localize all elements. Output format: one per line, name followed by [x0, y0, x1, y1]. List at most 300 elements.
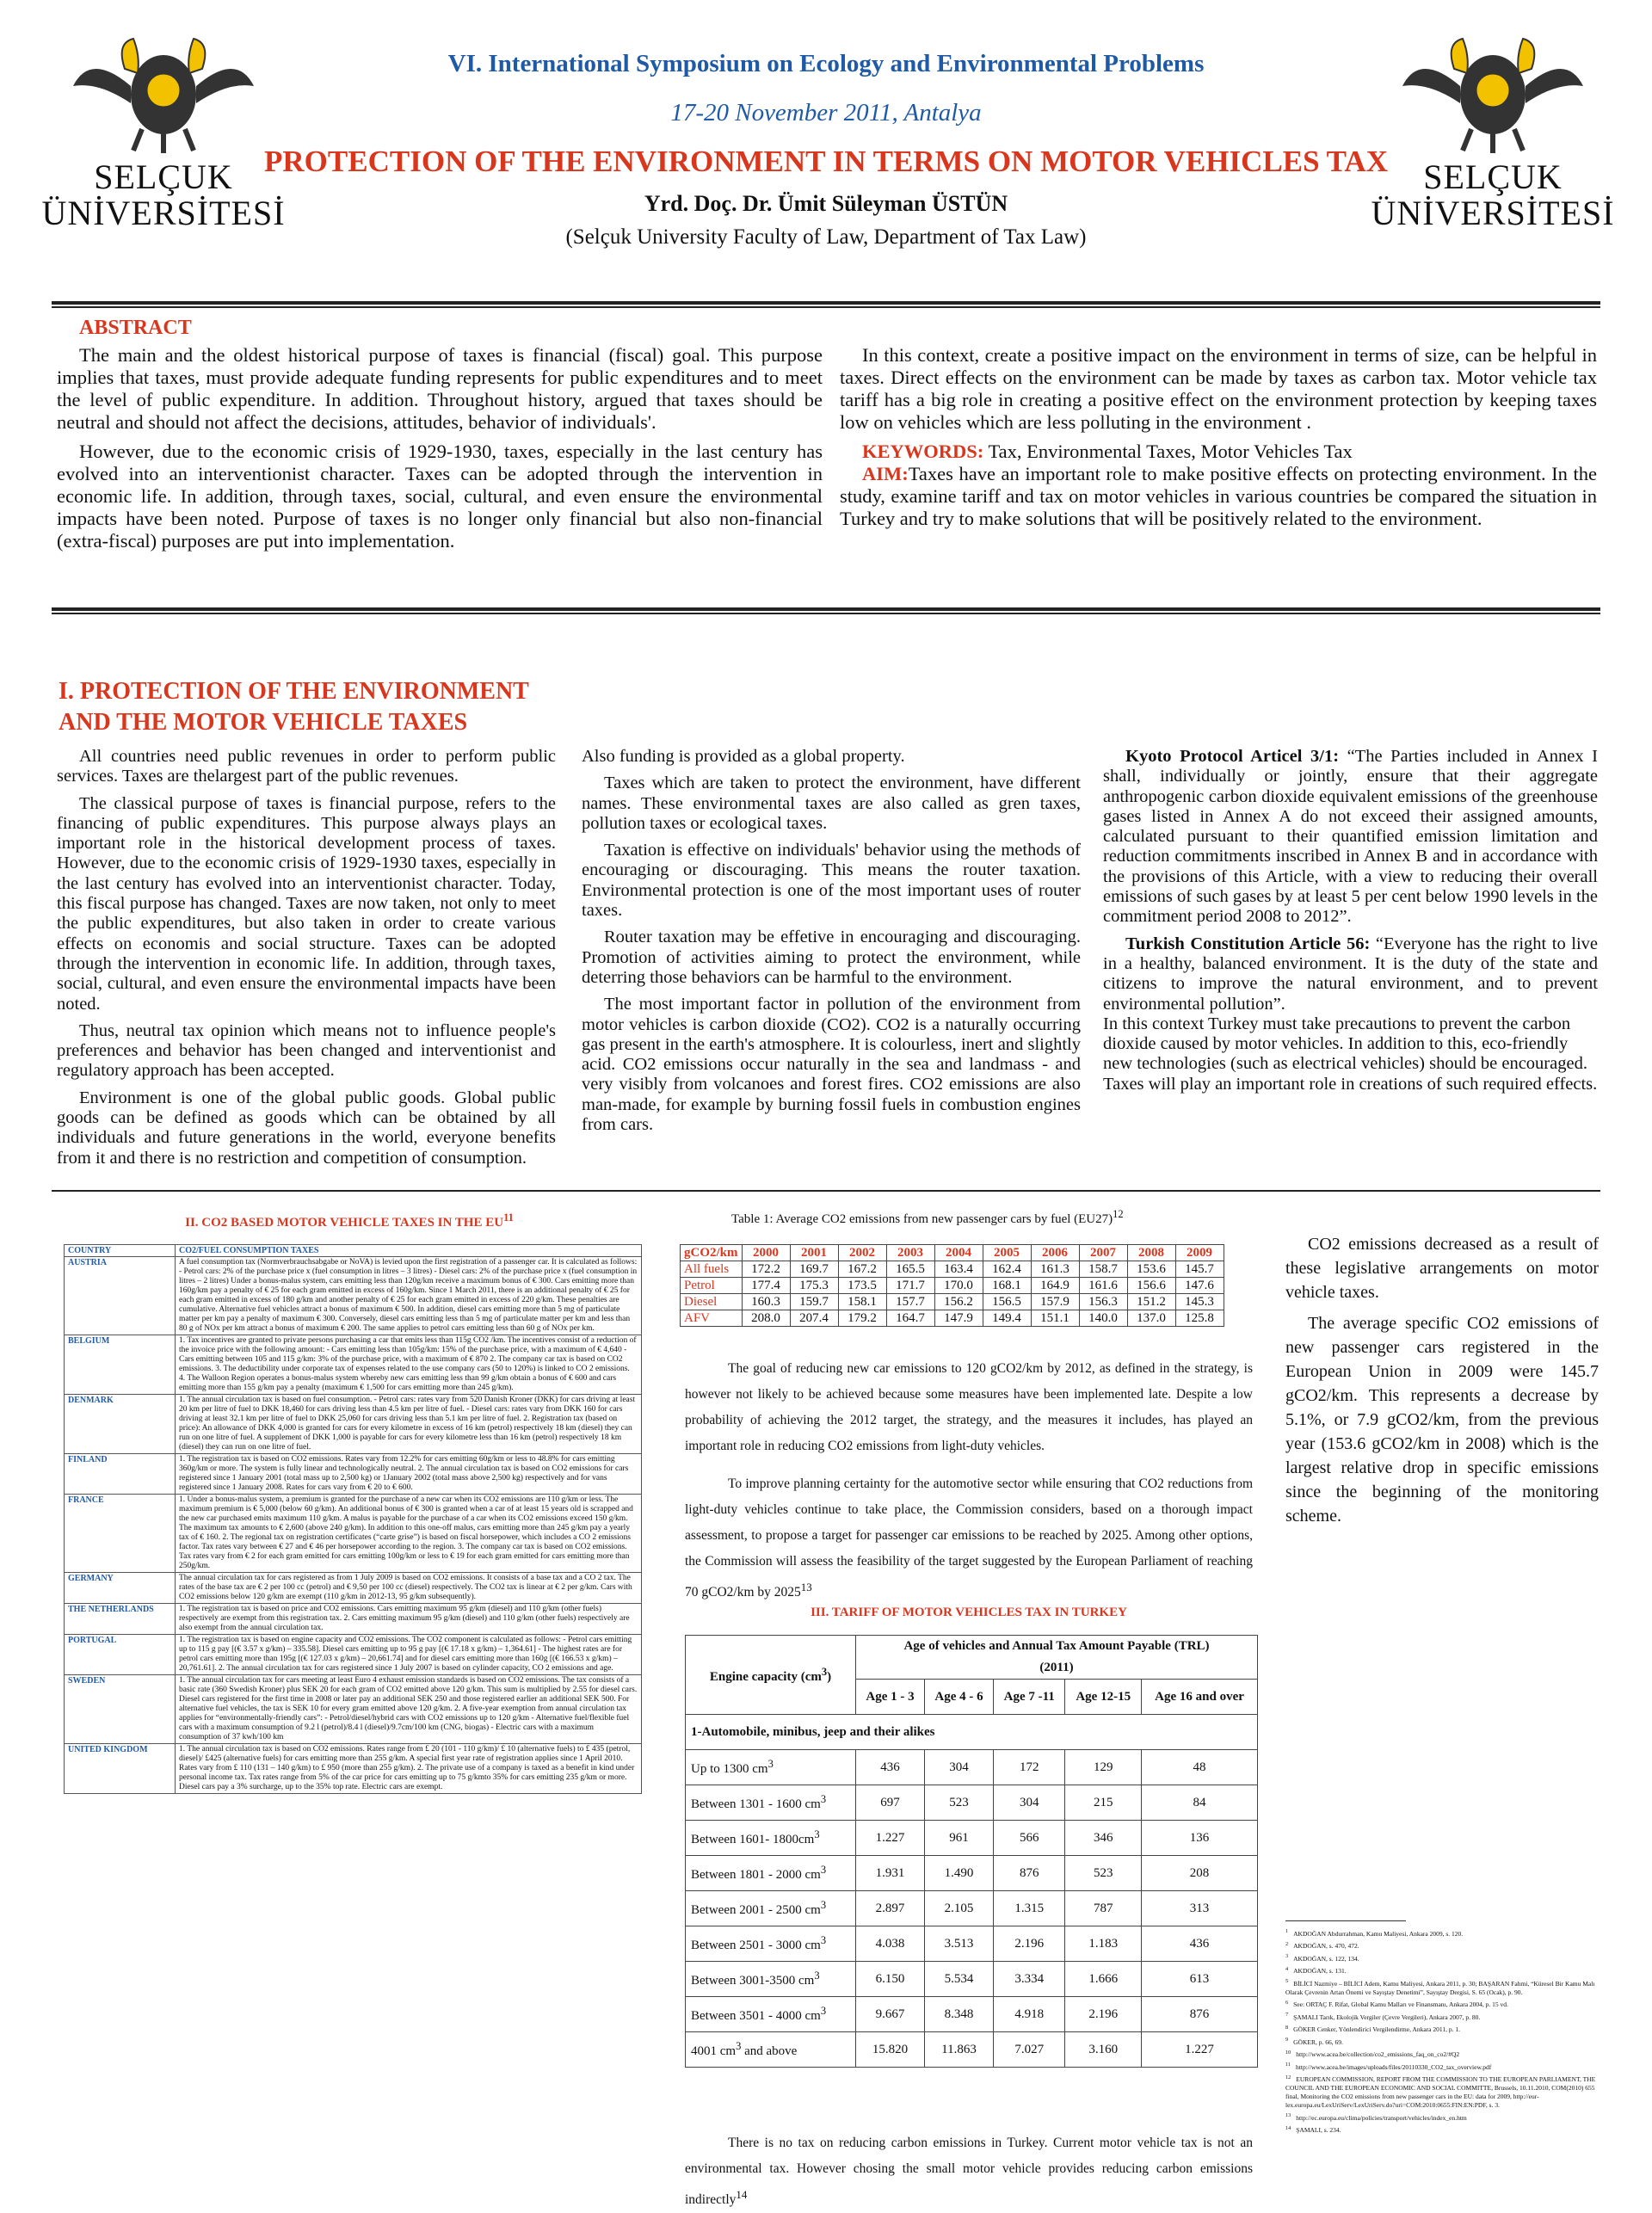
table-row: [681, 1310, 1224, 1327]
engine-range-text: Between 3501 - 4000 cm: [691, 2009, 821, 2023]
footnote: [1285, 1952, 1599, 1963]
table-row: [65, 1744, 642, 1794]
constitution-text: “Everyone has the right to live in a healthy, balanced environment. It is the duty of the state and citizens to improve the natural environment, and to prevent environmental pollution”.: [1103, 934, 1599, 1014]
table-row: [686, 1750, 1258, 1785]
abstract-paragraph: However, due to the economic crisis of 1929-1930, taxes, especially in the last century has evolved into an interventionist character. Taxes can be adopted through the intervention in economic life. In addition, through taxes, social, cultural, and even ensure the environmental impacts have been noted. Purpose of taxes is no longer only financial but also non-financial (extra-fiscal) purposes are put into implementation.: [57, 441, 823, 552]
tax-amount: 346: [1065, 1821, 1142, 1856]
tax-amount: 8.348: [925, 1997, 994, 2032]
footnote-number: 4: [1285, 1965, 1289, 1972]
engine-range-suffix: and above: [741, 2044, 798, 2058]
category-row: 1-Automobile, minibus, jeep and their alikes: [686, 1715, 1258, 1750]
tax-description-cell: 1. The registration tax is based on engine capacity and CO2 emissions. The CO2 component is calculated as follows: - Petrol cars emitting up to 115 g pay [(€ 3.57 x g/km) – 335.58]. Diesel cars emitting up to 95 g pay [(€ 17.18 x g/km) – 1,364.61] - The highest rates are for petrol cars emitting more than 195g [(€ 127.03 x g/km) – 20,661.74] and for diesel cars emitting more than 160g [(€ 166.53 x g/km) – 20,761.61]. 2. The annual circulation tax for cars registered since 1 July 2007 is based on cylinder capacity, CO 2 emissions and age.: [176, 1635, 642, 1675]
footnote: [1285, 1940, 1599, 1951]
country-cell: FINLAND: [65, 1454, 176, 1495]
emission-value: 149.4: [983, 1310, 1031, 1327]
emission-value: 145.7: [1175, 1261, 1224, 1278]
section1-column3: [1103, 747, 1598, 1101]
paragraph: Taxes which are taken to protect the environment, have different names. These environmental taxes are also called as gren taxes, pollution taxes or ecological taxes.: [582, 774, 1081, 833]
paragraph: CO2 emissions decreased as a result of these legislative arrangements on motor vehicle taxes.: [1285, 1235, 1599, 1302]
co2-table: [680, 1244, 1224, 1327]
fuel-label: AFV: [681, 1310, 743, 1327]
emission-value: 156.2: [934, 1294, 983, 1310]
corner-cell: gCO2/km: [681, 1245, 743, 1261]
emission-value: 147.9: [934, 1310, 983, 1327]
year-header: 2003: [886, 1245, 934, 1261]
tax-amount: 15.820: [856, 2032, 925, 2068]
tariff-year: (2011): [1039, 1661, 1074, 1674]
year-header: 2006: [1031, 1245, 1079, 1261]
paragraph: The goal of reducing new car emissions to 120 gCO2/km by 2012, as defined in the strategy, is however not likely to be achieved because some measures have been implemented late. Despite a low probability of achieving the 2012 target, the strategy, and the measures it includes, has played an important role in reducing CO2 emissions from light-duty vehicles.: [685, 1361, 1253, 1453]
year-header: 2002: [838, 1245, 886, 1261]
tax-amount: 787: [1065, 1891, 1142, 1926]
abstract-paragraph: In this context, create a positive impact on the environment in terms of size, can be helpful in taxes. Direct effects on the environment can be made by taxes as carbon tax. Motor vehicle tax tariff has a big role in creating a positive effect on the environment protection by keeping taxes low on vehicles which are less polluting in the environment .: [840, 344, 1597, 433]
tax-amount: 1.931: [856, 1856, 925, 1891]
tax-amount: 7.027: [994, 2032, 1065, 2068]
tax-amount: 1.227: [856, 1821, 925, 1856]
section1-title-line: I. PROTECTION OF THE ENVIRONMENT: [59, 678, 529, 705]
tax-amount: 313: [1142, 1891, 1258, 1926]
emission-value: 158.1: [838, 1294, 886, 1310]
author: Yrd. Doç. Dr. Ümit Süleyman ÜSTÜN: [644, 191, 1008, 216]
engine-range: [686, 1997, 856, 2032]
table-row: [686, 1997, 1258, 2032]
table-row: [65, 1675, 642, 1744]
footnote-text: EUROPEAN COMMISSION, REPORT FROM THE COMMISSION TO THE EUROPEAN PARLIAMENT, THE COUNCIL AND THE EUROPEAN ECONOMIC AND SOCIAL COMMITTE, Brussels, 10.11.2010, COM(2010) 655 final, Monitoring the CO2 emissions from new passenger cars in the EU: data for 2009, http://eur-lex.europa.eu/LexUriServ/LexUriServ.do?uri=COM:2010:0655:FIN:EN:PDF, s. 3.: [1285, 2075, 1596, 2109]
column-header: CO2/FUEL CONSUMPTION TAXES: [176, 1245, 642, 1257]
emission-value: 125.8: [1175, 1310, 1224, 1327]
country-cell: THE NETHERLANDS: [65, 1604, 176, 1635]
country-cell: PORTUGAL: [65, 1635, 176, 1675]
section1-title-line: AND THE MOTOR VEHICLE TAXES: [59, 709, 468, 736]
kyoto-text: “The Parties included in Annex I shall, individually or jointly, ensure that their aggregate anthropogenic carbon dioxide equivalent emissions of the greenhouse gases listed in Annex A do not exceed their assigned amounts, calculated pursuant to their quantified emission limitation and reduction commitments inscribed in Annex B and in accordance with the provisions of this Article, with a view to reducing their overall emissions of such gases by at least 5 per cent below 1990 levels in the commitment period 2008 to 2012”.: [1103, 747, 1599, 927]
footnote-text: BİLİCİ Nazmiye – BİLİCİ Adem, Kamu Maliyesi, Ankara 2011, p. 30; BAŞARAN Fahmi, “Küresel Bir Kamu Malı Olarak Çevrenin Artan Önemi ve Sayıştay Denetimi”, Sayıştay Dergisi, S. 65 (Ocak), p. 90.: [1285, 1979, 1595, 1996]
table-row: [686, 1926, 1258, 1962]
engine-range: [686, 1962, 856, 1997]
tax-amount: 3.160: [1065, 2032, 1142, 2068]
paragraph: All countries need public revenues in order to perform public services. Taxes are thelargest part of the public revenues.: [57, 747, 556, 786]
symposium-date: 17-20 November 2011, Antalya: [670, 99, 982, 126]
tariff-table: [685, 1635, 1258, 2068]
footnote-ref: 11: [503, 1211, 514, 1224]
emission-value: 165.5: [886, 1261, 934, 1278]
footnote: [1285, 2061, 1599, 2072]
tax-amount: 136: [1142, 1821, 1258, 1856]
tax-description-cell: 1. The registration tax is based on price and CO2 emissions. Cars emitting maximum 95 g/km (diesel) and 110 g/km (other fuels) respectively are exempt from this registration tax. 2. Cars emitting maximum 95 g/km (diesel) and 110 g/km (other fuels) respectively are also exempt from the annual circulation tax.: [176, 1604, 642, 1635]
tax-amount: 6.150: [856, 1962, 925, 1997]
table-row: [686, 2032, 1258, 2068]
engine-header-text: Engine capacity (cm: [709, 1669, 822, 1684]
emission-value: 140.0: [1079, 1310, 1127, 1327]
divider: [52, 301, 1600, 305]
table-row: [65, 1335, 642, 1395]
emission-value: 175.3: [790, 1278, 838, 1294]
turkey-text: [685, 2130, 1253, 2213]
superscript: 3: [820, 2005, 827, 2017]
footnote-text: ŞAMALI Tarık, Ekolojik Vergiler (Çevre Vergileri), Ankara 2007, p. 80.: [1293, 2013, 1481, 2021]
emission-value: 153.6: [1127, 1261, 1175, 1278]
paragraph: The most important factor in pollution of the environment from motor vehicles is carbon dioxide (CO2). CO2 is a naturally occurring gas present in the earth's atmosphere. It is colourless, inert and slightly acid. CO2 emissions occur naturally in the sea and landmass - and very visibly from volcanoes and forest fires. CO2 emissions are also man-made, for example by burning fossil fuels in combustion engines from cars.: [582, 995, 1081, 1135]
tax-amount: 1.490: [925, 1856, 994, 1891]
tax-amount: 3.334: [994, 1962, 1065, 1997]
table1-caption: [731, 1208, 1124, 1227]
tax-amount: 2.897: [856, 1891, 925, 1926]
footnote-number: 5: [1285, 1978, 1289, 1984]
tax-amount: 697: [856, 1785, 925, 1821]
divider: [52, 1190, 1600, 1192]
year-header: 2008: [1127, 1245, 1175, 1261]
emission-value: 157.9: [1031, 1294, 1079, 1310]
tax-amount: 304: [994, 1785, 1065, 1821]
footnote: [1285, 2111, 1599, 2123]
emission-value: 172.2: [742, 1261, 790, 1278]
paragraph: Environment is one of the global public goods. Global public goods can be defined as goods which can be obtained by all individuals and future generations in the world, everyone benefits from it and there is no restriction and competition of consumption.: [57, 1088, 556, 1168]
paragraph: The average specific CO2 emissions of new passenger cars registered in the European Union in 2009 were 145.7 gCO2/km. This represents a decrease by 5.1%, or 7.9 gCO2/km, from the previous year (153.6 gCO2/km in 2008) which is the largest relative drop in specific emissions since the beginning of the monitoring scheme.: [1285, 1314, 1599, 1526]
table-row: [686, 1891, 1258, 1926]
table-row: [681, 1294, 1224, 1310]
emission-value: 177.4: [742, 1278, 790, 1294]
tax-amount: 9.667: [856, 1997, 925, 2032]
country-cell: SWEDEN: [65, 1675, 176, 1744]
keywords-label: KEYWORDS:: [862, 441, 984, 462]
tax-amount: 11.863: [925, 2032, 994, 2068]
emission-value: 163.4: [934, 1261, 983, 1278]
footnote-number: 6: [1285, 1999, 1289, 2006]
affiliation: (Selçuk University Faculty of Law, Department of Tax Law): [565, 225, 1087, 249]
engine-range: [686, 1821, 856, 1856]
logo-line1: SELÇUK: [94, 157, 233, 196]
tax-amount: 5.534: [925, 1962, 994, 1997]
tax-amount: 84: [1142, 1785, 1258, 1821]
tax-amount: 48: [1142, 1750, 1258, 1785]
superscript: 3: [820, 1899, 827, 1911]
tax-description-cell: The annual circulation tax for cars registered as from 1 July 2009 is based on CO2 emissions. It consists of a base tax and a CO 2 tax. The rates of the base tax are € 2 per 100 cc (petrol) and € 9,50 per 100 cc (diesel) respectively. The CO2 tax is linear at € 2 per g/km. Cars with CO2 emissions below 120 g/km are exempt (110 g/km in 2012-13, 95 g/km subsequently).: [176, 1573, 642, 1604]
table1-caption-text: Table 1: Average CO2 emissions from new passenger cars by fuel (EU27): [731, 1212, 1113, 1226]
tax-amount: 304: [925, 1750, 994, 1785]
engine-range: [686, 1891, 856, 1926]
middle-text: [685, 1356, 1253, 1606]
superscript: 3: [736, 2040, 742, 2052]
footnote-number: 11: [1285, 2062, 1291, 2068]
tax-description-cell: 1. Under a bonus-malus system, a premium is granted for the purchase of a new car when its CO2 emissions are 110 g/km or less. The maximum premium is € 5,000 (below 60 g/km). An additional bonus of € 300 is granted when a car of at least 15 years old is scrapped and the new car purchased emits maximum 110 g/km. A malus is payable for the purchase of a car when its CO2 emissions exceed 150 g/km. The maximum tax amounts to € 2,600 (above 240 g/km). In addition to this one-off malus, cars emitting more than 245 g/km pay a yearly tax of € 160. 2. The regional tax on registration certificates (“carte grise”) is based on fiscal horsepower, which includes a CO 2 emissions factor. Tax rates vary between € 27 and € 46 per horsepower according to the region. 3. The company car tax is based on CO2 emissions. Tax rates vary from € 2 for each gram emitted for cars emitting 100g/km or less to € 19 for each gram emitted for cars emitting more than 250g/km.: [176, 1495, 642, 1573]
table-row: [65, 1495, 642, 1573]
footnote: [1285, 1927, 1599, 1939]
emission-value: 147.6: [1175, 1278, 1224, 1294]
emission-value: 207.4: [790, 1310, 838, 1327]
fuel-label: Diesel: [681, 1294, 743, 1310]
year-header: 2007: [1079, 1245, 1127, 1261]
year-header: 2000: [742, 1245, 790, 1261]
emission-value: 157.7: [886, 1294, 934, 1310]
age-group-header: [856, 1636, 1258, 1680]
tax-amount: 215: [1065, 1785, 1142, 1821]
logo-line2: ÜNİVERSİTESİ: [41, 194, 286, 232]
table-row: [681, 1278, 1224, 1294]
tax-amount: 3.513: [925, 1926, 994, 1962]
emission-value: 162.4: [983, 1261, 1031, 1278]
paragraph: Taxation is effective on individuals' behavior using the methods of encouraging or discouraging. This means the router taxation. Environmental protection is one of the most important uses of router taxes.: [582, 841, 1081, 921]
tax-description-cell: A fuel consumption tax (Normverbrauchsabgabe or NoVA) is levied upon the first registration of a passenger car. It is calculated as follows: - Petrol cars: 2% of the purchase price x (fuel consumption in litres – 3 litres) - Diesel cars: 2% of the purchase price x (fuel consumption in litres – 2 litres) Under a bonus-malus system, cars emitting less than 120g/km receive a maximum bonus of € 300. Cars emitting more than 160g/km pay a penalty of € 25 for each gram emitted in excess of 160g/km. Since 1 March 2011, there is an additional penalty of € 25 for each gram emitted in excess of 180 g/km and another penalty of € 25 for each gram emitted in excess of 220 g/km. These penalties are cumulative. Alternative fuel vehicles attract a bonus of maximum € 500. In addition, diesel cars emitting more than 5 mg of particulate matter per km pay a penalty of maximum € 300. Conversely, diesel cars emitting less than 5 mg of particulate matter per km and less than 80 g of NOx per km attract a bonus of maximum € 200. The same applies to petrol cars emitting less than 60 g of NOx per km.: [176, 1257, 642, 1335]
table-row: [686, 1962, 1258, 1997]
divider: [52, 306, 1600, 308]
tax-amount: 961: [925, 1821, 994, 1856]
emission-value: 156.5: [983, 1294, 1031, 1310]
tax-amount: 172: [994, 1750, 1065, 1785]
aim-label: AIM:: [862, 463, 909, 484]
kyoto-paragraph: [1103, 747, 1598, 928]
superscript: 3: [814, 1970, 820, 1982]
tax-amount: 4.038: [856, 1926, 925, 1962]
footnote: [1285, 1965, 1599, 1976]
emission-value: 171.7: [886, 1278, 934, 1294]
paragraph-text: There is no tax on reducing carbon emissions in Turkey. Current motor vehicle tax is not an environmental tax. However chosing the small motor vehicle provides reducing carbon emissions indirectly: [685, 2136, 1253, 2208]
emission-value: 160.3: [742, 1294, 790, 1310]
footnote-ref: 14: [736, 2188, 748, 2201]
footnote-text: AKDOĞAN Abdurrahman, Kamu Maliyesi, Ankara 2009, s. 120.: [1293, 1929, 1464, 1938]
engine-range: [686, 1856, 856, 1891]
tax-description-cell: 1. The annual circulation tax for cars meeting at least Euro 4 exhaust emission standards is based on CO2 emissions. The tax consists of a basic rate (360 Swedish Kroner) plus SEK 20 for each gram of CO2 emitted above 120 g/km. This sum is multiplied by 2.55 for diesel cars. Diesel cars registered for the first time in 2008 or later pay an additional SEK 250 and those registered earlier an additional SEK 500. For alternative fuel vehicles, the tax is SEK 10 for every gram emitted above 120 g/km. 2. A five-year exemption from annual circulation tax applies for “environmentally-friendly cars”: - Petrol/diesel/hybrid cars with CO2 emissions up to 120 g/km - Alternative fuel/flexible fuel cars with a maximum consumption of 9.2 l (petrol)/8.4 l (diesel)/9.7cm/100 km (CNG, biogas) - Electric cars with a maximum consumption of 37 kwh/100 km: [176, 1675, 642, 1744]
superscript: 3: [820, 1934, 827, 1946]
abstract-heading: ABSTRACT: [79, 317, 192, 339]
eu-tax-table: [64, 1244, 642, 1794]
tax-amount: 876: [994, 1856, 1065, 1891]
tax-amount: 2.196: [994, 1926, 1065, 1962]
table-row: [686, 1785, 1258, 1821]
abstract-left: [57, 344, 823, 559]
tariff-title: III. TARIFF OF MOTOR VEHICLES TAX IN TURKEY: [811, 1606, 1127, 1619]
country-cell: GERMANY: [65, 1573, 176, 1604]
emission-value: 159.7: [790, 1294, 838, 1310]
paragraph: In this context Turkey must take precautions to prevent the carbon dioxide caused by motor vehicles. In addition to this, eco-friendly new technologies (such as electrical vehicles) should be encouraged. Taxes will play an important role in creations of such required effects.: [1103, 1014, 1598, 1094]
section1-column1: [57, 747, 556, 1175]
divider: [52, 607, 1600, 611]
engine-range-text: 4001 cm: [691, 2044, 737, 2058]
footnote: [1285, 2036, 1599, 2047]
emission-value: 158.7: [1079, 1261, 1127, 1278]
constitution-paragraph: [1103, 934, 1598, 1014]
emission-value: 156.6: [1127, 1278, 1175, 1294]
abstract-right: [840, 344, 1597, 537]
emission-value: 168.1: [983, 1278, 1031, 1294]
age-header: Age 1 - 3: [856, 1680, 925, 1715]
table-row: [65, 1604, 642, 1635]
tax-amount: 613: [1142, 1962, 1258, 1997]
age-header: Age 12-15: [1065, 1680, 1142, 1715]
tax-amount: 876: [1142, 1997, 1258, 2032]
aim-text: Taxes have an important role to make positive effects on protecting environment. In the study, examine tariff and tax on motor vehicles in various countries be compared the situation in Turkey and try to make solutions that will be positively related to the environment.: [840, 463, 1597, 529]
footnote: [1285, 2074, 1599, 2111]
footnote-text: http://www.acea.be/collection/co2_emissions_faq_on_co2/#Q2: [1296, 2050, 1460, 2058]
constitution-label: Turkish Constitution Article 56:: [1125, 934, 1371, 953]
emission-value: 179.2: [838, 1310, 886, 1327]
footnote-number: 3: [1285, 1953, 1289, 1959]
footnote-rule: [1285, 1920, 1406, 1921]
eu-table-title: [57, 1211, 642, 1230]
footnote-number: 10: [1285, 2049, 1291, 2056]
country-cell: AUSTRIA: [65, 1257, 176, 1335]
tax-description-cell: 1. The annual circulation tax is based on fuel consumption. - Petrol cars: rates vary from 520 Danish Kroner (DKK) for cars driving at least 20 km per litre of fuel to DKK 18,460 for cars driving less than 4.5 km per litre of fuel. - Diesel cars: rates vary from DKK 160 for cars driving at least 32.1 km per litre of fuel to DKK 25,060 for cars driving less than 5.1 km per litre of fuel. 2. Registration tax (based on price): An allowance of DKK 4,000 is granted for cars for every kilometre in excess of 16 km (petrol) respectively 18 km (diesel) they can run on one litre of fuel. A supplement of DKK 1,000 is payable for cars for every kilometre less than 16 km (petrol) respectively 18 km (diesel) they can run on one litre of fuel.: [176, 1395, 642, 1454]
superscript: 3: [767, 1758, 774, 1770]
year-header: 2001: [790, 1245, 838, 1261]
paragraph: [685, 2130, 1253, 2213]
abstract-paragraph: The main and the oldest historical purpose of taxes is financial (fiscal) goal. This purpose implies that taxes, must provide adequate funding represents for public expenditures and to meet the level of public expenditure. In addition. Throughout history, argued that taxes should be neutral and should not affect the decisions, attitudes, behavior of individuals'.: [57, 344, 823, 433]
engine-range-text: Between 3001-3500 cm: [691, 1974, 815, 1988]
section1-title: [59, 676, 529, 738]
superscript: 3: [820, 1864, 827, 1876]
footnote: [1285, 2124, 1599, 2136]
table-row: [686, 1856, 1258, 1891]
country-cell: FRANCE: [65, 1495, 176, 1573]
footnote-text: http://ec.europa.eu/clima/policies/transport/vehicles/index_en.htm: [1296, 2113, 1467, 2122]
emission-value: 156.3: [1079, 1294, 1127, 1310]
paragraph: The classical purpose of taxes is financial purpose, refers to the financing of public expenditures. This purpose always plays an important role in the historical development process of taxes. However, due to the economic crisis of 1929-1930 taxes, especially in the last century has evolved into an interventionist character. Today, this fiscal purpose has changed. Taxes are now taken, not only to meet the public expenditures, but also taken in order to create various effects on economis and social structure. Taxes can be adopted through the intervention in economic life. In addition, through taxes, social, cultural, and even ensure the environmental impacts have been noted.: [57, 793, 556, 1014]
kyoto-label: Kyoto Protocol Articel 3/1:: [1125, 747, 1340, 766]
fuel-label: All fuels: [681, 1261, 743, 1278]
keywords-text: Tax, Environmental Taxes, Motor Vehicles Tax: [988, 441, 1353, 462]
tax-amount: 436: [1142, 1926, 1258, 1962]
superscript: 3: [814, 1828, 820, 1840]
tax-amount: 2.196: [1065, 1997, 1142, 2032]
footnote-number: 8: [1285, 2024, 1289, 2031]
tax-amount: 523: [1065, 1856, 1142, 1891]
tax-amount: 129: [1065, 1750, 1142, 1785]
tax-amount: 2.105: [925, 1891, 994, 1926]
footnote-text: GÖKER, p. 66, 69.: [1293, 2037, 1343, 2046]
tax-amount: 1.183: [1065, 1926, 1142, 1962]
tax-amount: 4.918: [994, 1997, 1065, 2032]
emission-value: 208.0: [742, 1310, 790, 1327]
emission-value: 145.3: [1175, 1294, 1224, 1310]
footnotes: [1285, 1927, 1599, 2136]
engine-range: [686, 1926, 856, 1962]
engine-range: [686, 1750, 856, 1785]
emission-value: 137.0: [1127, 1310, 1175, 1327]
country-cell: UNITED KINGDOM: [65, 1744, 176, 1794]
footnote-number: 2: [1285, 1940, 1289, 1947]
footnote-number: 12: [1285, 2074, 1291, 2080]
tax-description-cell: 1. The annual circulation tax is based on CO2 emissions. Rates range from £ 20 (101 - 110 g/km)/ £ 10 (alternative fuels) to £ 435 (petrol, diesel)/ £425 (alternative fuels) for cars emitting more than 255 g/km. A special first year rate of registration applies since 1 April 2010. Rates vary from £ 110 (131 – 140 g/km) to £ 950 (more than 255 g/km). 2. The private use of a company is taxed as a benefit in kind under personal income tax. Tax rates range from 5% of the car price for cars emitting up to 75 g/kmto 35% for cars emitting 235 g/km or more. Diesel cars pay a 3% surcharge, up to the 35% top rate. Electric cars are exempt.: [176, 1744, 642, 1794]
year-header: 2005: [983, 1245, 1031, 1261]
age-header: Age 4 - 6: [925, 1680, 994, 1715]
keywords: [840, 441, 1597, 463]
tax-amount: 566: [994, 1821, 1065, 1856]
eu-table-title-text: II. CO2 BASED MOTOR VEHICLE TAXES IN THE EU: [185, 1216, 504, 1230]
footnote-number: 13: [1285, 2112, 1291, 2118]
tax-amount: 1.315: [994, 1891, 1065, 1926]
footnote-number: 14: [1285, 2124, 1291, 2131]
footnote-text: See: ORTAÇ F. Rifat, Global Kamu Malları ve Finansmanı, Ankara 2004, p. 15 vd.: [1293, 2000, 1508, 2008]
table-row: [65, 1257, 642, 1335]
superscript: 3: [820, 1793, 827, 1805]
divider: [52, 613, 1600, 614]
country-cell: BELGIUM: [65, 1335, 176, 1395]
emission-value: 161.3: [1031, 1261, 1079, 1278]
logo-line1: SELÇUK: [1423, 157, 1563, 196]
emission-value: 170.0: [934, 1278, 983, 1294]
tax-amount: 436: [856, 1750, 925, 1785]
table-row: [65, 1635, 642, 1675]
footnote-text: GÖKER Cenker, Yönlendirici Vergilendirme, Ankara 2011, p. 1.: [1293, 2025, 1460, 2033]
engine-range-text: Between 1301 - 1600 cm: [691, 1797, 821, 1811]
emission-value: 164.9: [1031, 1278, 1079, 1294]
tax-amount: 1.227: [1142, 2032, 1258, 2068]
emission-value: 161.6: [1079, 1278, 1127, 1294]
table-row: [686, 1821, 1258, 1856]
paragraph: Router taxation may be effetive in encouraging and discouraging. Promotion of activities aiming to protect the environment, while deterring those behaviors can be harmful to the environment.: [582, 928, 1081, 987]
superscript: 3: [821, 1665, 828, 1678]
footnote-text: AKDOĞAN, s. 122, 134.: [1293, 1954, 1359, 1963]
fuel-label: Petrol: [681, 1278, 743, 1294]
paragraph: Also funding is provided as a global property.: [582, 747, 905, 766]
footnote-text: AKDOĞAN, s. 470, 472.: [1293, 1942, 1359, 1950]
engine-capacity-header: Engine capacity $(cm^3)$: [686, 1636, 856, 1715]
engine-range-text: Between 1601- 1800cm: [691, 1833, 815, 1846]
footnote-text: ŞAMALI, s. 234.: [1296, 2126, 1341, 2134]
table-header-row: [681, 1245, 1224, 1261]
aim: [840, 463, 1597, 530]
tax-amount: 523: [925, 1785, 994, 1821]
footnote: [1285, 2011, 1599, 2022]
emission-value: 151.2: [1127, 1294, 1175, 1310]
tax-description-cell: 1. The registration tax is based on CO2 emissions. Rates vary from 12.2% for cars emitting 60g/km or less to 48.8% for cars emitting 360g/km or more. The system is fully linear and technologically neutral. 2. The annual circulation tax is based on CO2 emissions for cars registered since 1 January 2001 (total mass up to 2,500 kg) or 1January 2002 (total mass above 2,500 kg) respectively and for vans registered since 1 January 2008. Rates for cars vary from € 20 to € 600.: [176, 1454, 642, 1495]
footnote: [1285, 1999, 1599, 2010]
table-row: [65, 1395, 642, 1454]
footnote: [1285, 2024, 1599, 2035]
engine-range-text: Up to 1300 cm: [691, 1762, 768, 1776]
footnote-text: http://www.acea.be/images/uploads/files/20110330_CO2_tax_overview.pdf: [1296, 2062, 1492, 2071]
age-header: Age 7 -11: [994, 1680, 1065, 1715]
tax-description-cell: 1. Tax incentives are granted to private persons purchasing a car that emits less than 115g CO2 /km. The incentives consist of a reduction of the invoice price with the following amount: - Cars emitting less than 105g/km: 15% of the purchase price, with a maximum of € 4,640 - Cars emitting between 105 and 115 g/km: 3% of the purchase price, with a maximum of € 870 2. The company car tax is based on CO2 emissions. 3. The deductibility under corporate tax of expenses related to the use company cars (50 to 120%) is linked to CO 2 emissions. 4. The Walloon Region operates a bonus-malus system whereby new cars emitting less than 99 g/km obtain a bonus of € 600 and cars emitting more than 155 g/km pay a penalty (maximum € 1,500 for cars emitting more than 245 g/km).: [176, 1335, 642, 1395]
paragraph: Thus, neutral tax opinion which means not to influence people's preferences and behavior has been changed and interventionist and regulatory approach has been accepted.: [57, 1020, 556, 1081]
emission-value: 169.7: [790, 1261, 838, 1278]
logo-line2: ÜNİVERSİTESİ: [1371, 194, 1615, 232]
tax-amount: 1.666: [1065, 1962, 1142, 1997]
year-header: 2004: [934, 1245, 983, 1261]
table-header-row: [65, 1245, 642, 1257]
footnote-ref: 13: [800, 1581, 812, 1593]
paragraph: [685, 1471, 1253, 1606]
engine-range-text: Between 2001 - 2500 cm: [691, 1903, 821, 1917]
engine-range: [686, 2032, 856, 2068]
emission-value: 151.1: [1031, 1310, 1079, 1327]
section1-column2: [582, 747, 1081, 1142]
footnote: [1285, 2049, 1599, 2060]
footnote-number: 1: [1285, 1928, 1289, 1934]
column-header: COUNTRY: [65, 1245, 176, 1257]
footnote-number: 7: [1285, 2012, 1289, 2018]
age-group-header-text: Age of vehicles and Annual Tax Amount Payable (TRL): [903, 1639, 1210, 1653]
table-row: [65, 1573, 642, 1604]
engine-range-text: Between 1801 - 2000 cm: [691, 1868, 821, 1882]
emission-value: 167.2: [838, 1261, 886, 1278]
age-header: Age 16 and over: [1142, 1680, 1258, 1715]
table-row: [65, 1454, 642, 1495]
table-row: [681, 1261, 1224, 1278]
footnote-number: 9: [1285, 2037, 1289, 2043]
symposium-title: VI. International Symposium on Ecology and Environmental Problems: [447, 50, 1205, 77]
footnote: [1285, 1977, 1599, 1997]
footnote-ref: 12: [1113, 1208, 1124, 1220]
engine-range-text: Between 2501 - 3000 cm: [691, 1939, 821, 1952]
footnote-text: AKDOĞAN, s. 131.: [1293, 1967, 1347, 1975]
emission-value: 173.5: [838, 1278, 886, 1294]
year-header: 2009: [1175, 1245, 1224, 1261]
right-column: [1285, 1232, 1599, 1535]
emission-value: 164.7: [886, 1310, 934, 1327]
paragraph-text: To improve planning certainty for the automotive sector while ensuring that CO2 reductions from light-duty vehicles continue to take place, the Commission considers, based on a thorough impact assessment, to propose a target for passenger car emissions to be reached by 2025. Among other options, the Commission will assess the feasibility of the target suggested by the European Parliament of reaching 70 gCO2/km by 2025: [685, 1476, 1253, 1600]
poster-title: PROTECTION OF THE ENVIRONMENT IN TERMS ON MOTOR VEHICLES TAX: [264, 145, 1388, 178]
tax-amount: 208: [1142, 1856, 1258, 1891]
engine-range: [686, 1785, 856, 1821]
